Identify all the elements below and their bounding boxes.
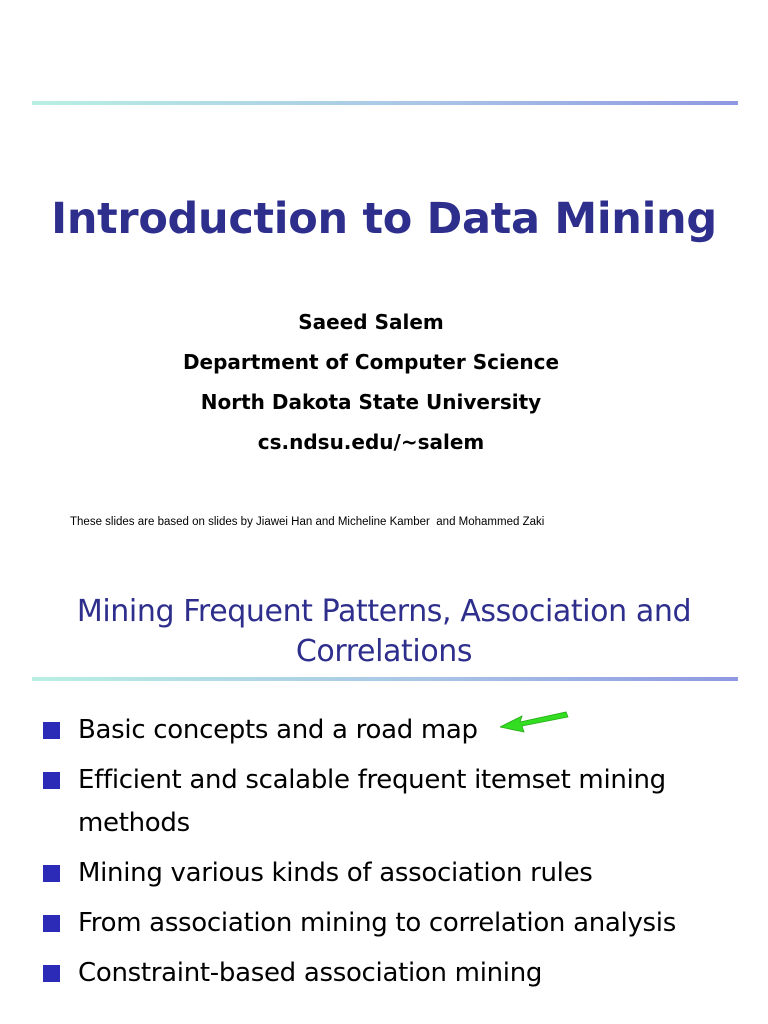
green-arrow-icon xyxy=(500,710,570,738)
bullet-text: Constraint-based association mining xyxy=(78,958,543,988)
slide-title: Introduction to Data Mining xyxy=(51,194,717,244)
slide-title: Mining Frequent Patterns, Association and Correlations xyxy=(76,594,692,669)
department: Department of Computer Science xyxy=(182,350,560,374)
author-block xyxy=(0,304,742,464)
square-bullet-icon xyxy=(43,772,60,789)
credit-note: These slides are based on slides by Jiawei Han and Micheline Kamber and Mohammed Zaki xyxy=(70,516,545,528)
square-bullet-icon xyxy=(43,722,60,739)
header-rule xyxy=(32,101,738,105)
bullet-item xyxy=(0,952,768,995)
slide-2 xyxy=(0,576,768,1024)
square-bullet-icon xyxy=(43,915,60,932)
bullet-text: Mining various kinds of association rules xyxy=(78,858,593,888)
bullet-item xyxy=(0,852,768,895)
square-bullet-icon xyxy=(43,965,60,982)
header-rule xyxy=(32,677,738,681)
author-name: Saeed Salem xyxy=(298,310,444,334)
university: North Dakota State University xyxy=(200,390,542,414)
website: cs.ndsu.edu/~salem xyxy=(257,430,485,454)
bullet-text: From association mining to correlation analysis xyxy=(78,908,676,938)
square-bullet-icon xyxy=(43,865,60,882)
bullet-item xyxy=(0,902,768,945)
bullet-item xyxy=(0,759,768,845)
bullet-list xyxy=(0,709,768,1002)
bullet-item xyxy=(0,709,768,752)
bullet-text: Basic concepts and a road map xyxy=(78,715,478,745)
bullet-text: Efficient and scalable frequent itemset mining methods xyxy=(78,765,666,838)
